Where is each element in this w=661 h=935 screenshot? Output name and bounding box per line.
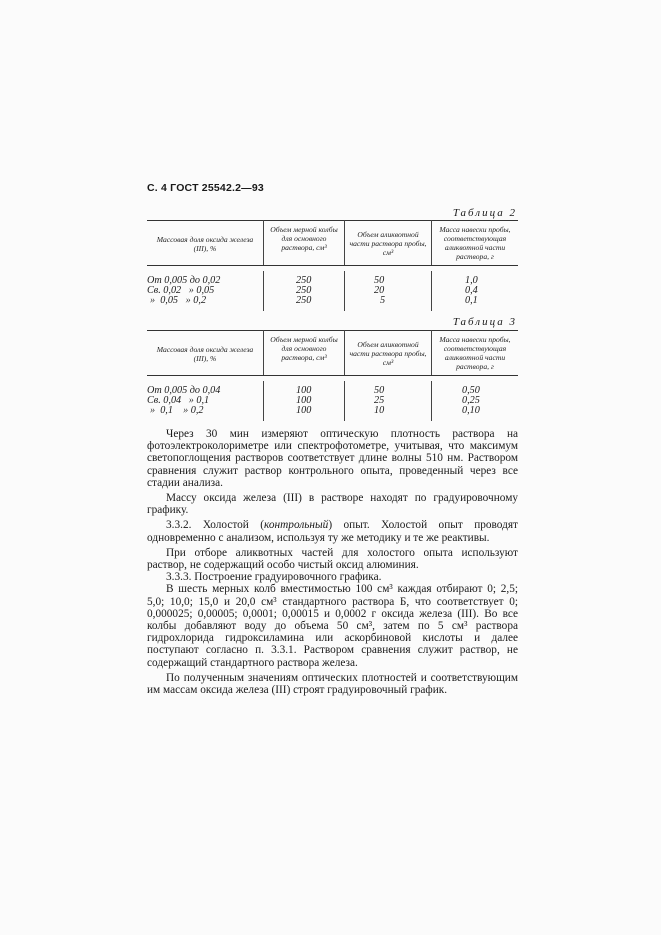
table-cell-aliquot: 25 (374, 395, 385, 406)
table-cell-mass: 0,1 (465, 295, 478, 306)
table-cell-aliquot: 10 (374, 405, 385, 416)
body-text (147, 428, 518, 696)
table-2-top-rule (147, 220, 518, 221)
paragraph-blank-experiment (147, 519, 518, 543)
table-cell-mass: 1,0 (465, 275, 478, 286)
table-cell-mass: 0,25 (462, 395, 480, 406)
table-3-header-mass: Масса навески пробы, соответствующая аликвотной части раствора, г (439, 335, 511, 371)
table-cell-aliquot: 50 (374, 275, 385, 286)
table-cell-aliquot: 20 (374, 285, 385, 296)
table-2-header-aliquot: Объем аликвотной части раствора пробы, см³ (349, 230, 427, 257)
table-cell-fraction: Св. 0,04 » 0,1 (147, 395, 210, 406)
table-3-divider (431, 330, 432, 375)
table-cell-mass: 0,10 (462, 405, 480, 416)
table-3-header-rule (147, 375, 518, 376)
table-3 (147, 330, 518, 422)
table-3-divider (263, 330, 264, 375)
table-3-divider (344, 330, 345, 375)
table-cell-flask: 100 (296, 405, 312, 416)
paragraph-calibration: В шесть мерных колб вместимостью 100 см³ каждая отбирают 0; 2,5; 5,0; 10,0; 15,0 и 20,0 см³ стандартного раствора Б, что соответствует 0; 0,000025; 0,00005; 0,0001; 0,00015 и 0,0002 г оксида железа (III). Во все колбы добавляют воду до объема 50 см³, затем по 5 см³ раствора гидрохлорида гидроксиламина или аскорбиновой кислоты и далее поступают согласно п. 3.3.1. Раствором сравнения служит раствор, не содержащий стандартного раствора железа. (147, 583, 518, 669)
table-3-header-fraction: Массовая доля оксида железа (III), % (156, 345, 254, 363)
table-2-header-rule (147, 265, 518, 266)
table-cell-mass: 0,4 (465, 285, 478, 296)
table-cell-fraction: » 0,05 » 0,2 (150, 295, 207, 306)
table-3-top-rule (147, 330, 518, 331)
paragraph-measurement: Через 30 мин измеряют оптическую плотность раствора на фотоэлектроколориметре или спектрофотометре, учитывая, что максимум светопоглощения растворов соответствует длине волны 510 нм. Раствором сравнения служит раствор контрольного опыта, проведенный через все стадии анализа. (147, 428, 518, 489)
table-row (147, 406, 518, 417)
table-cell-aliquot: 50 (374, 385, 385, 396)
table-cell-flask: 250 (296, 285, 312, 296)
table-cell-fraction: От 0,005 до 0,04 (147, 385, 221, 396)
table-2-header-mass: Масса навески пробы, соответствующая аликвотной части раствора, г (439, 225, 511, 261)
paragraph-blank-italic: контрольный (264, 519, 329, 532)
paragraph-mass: Массу оксида железа (III) в растворе находят по градуировочному графику. (147, 492, 518, 517)
table-3-header-flask: Объем мерной колбы для основного раствора, см³ (270, 335, 338, 362)
table-2-divider (263, 220, 264, 265)
table-cell-aliquot: 5 (380, 295, 386, 306)
table-cell-flask: 100 (296, 385, 312, 396)
table-cell-mass: 0,50 (462, 385, 480, 396)
table-cell-flask: 100 (296, 395, 312, 406)
table-row (147, 296, 518, 307)
table-2 (147, 220, 518, 312)
table-3-caption: Таблица 3 (452, 316, 517, 328)
paragraph-aliquot-note: При отборе аликвотных частей для холостого опыта используют раствор, не содержащий особо чистый оксид алюминия. (147, 546, 518, 572)
table-2-divider (431, 220, 432, 265)
table-cell-flask: 250 (296, 295, 312, 306)
table-cell-fraction: Св. 0,02 » 0,05 (147, 285, 215, 296)
table-2-header-fraction: Массовая доля оксида железа (III), % (156, 235, 254, 253)
page-header: С. 4 ГОСТ 25542.2—93 (147, 182, 264, 194)
paragraph-blank-rest: ) опыт. Холостой опыт проводят одновременно с анализом, используя ту же методику и те же реактивы. (147, 519, 518, 544)
section-heading-3-3-3: 3.3.3. Построение градуировочного графика. (166, 571, 382, 584)
table-cell-fraction: От 0,005 до 0,02 (147, 275, 221, 286)
table-cell-flask: 250 (296, 275, 312, 286)
table-2-header-flask: Объем мерной колбы для основного раствора, см³ (270, 225, 338, 252)
table-3-header-aliquot: Объем аликвотной части раствора пробы, см³ (349, 340, 427, 367)
table-cell-fraction: » 0,1 » 0,2 (150, 405, 204, 416)
paragraph-blank-lead: 3.3.2. Холостой ( (166, 519, 265, 532)
table-2-caption: Таблица 2 (452, 207, 517, 219)
paragraph-graph: По полученным значениям оптических плотностей и соответствующим им массам оксида железа (III) строят градуировочный график. (147, 671, 518, 697)
table-2-divider (344, 220, 345, 265)
